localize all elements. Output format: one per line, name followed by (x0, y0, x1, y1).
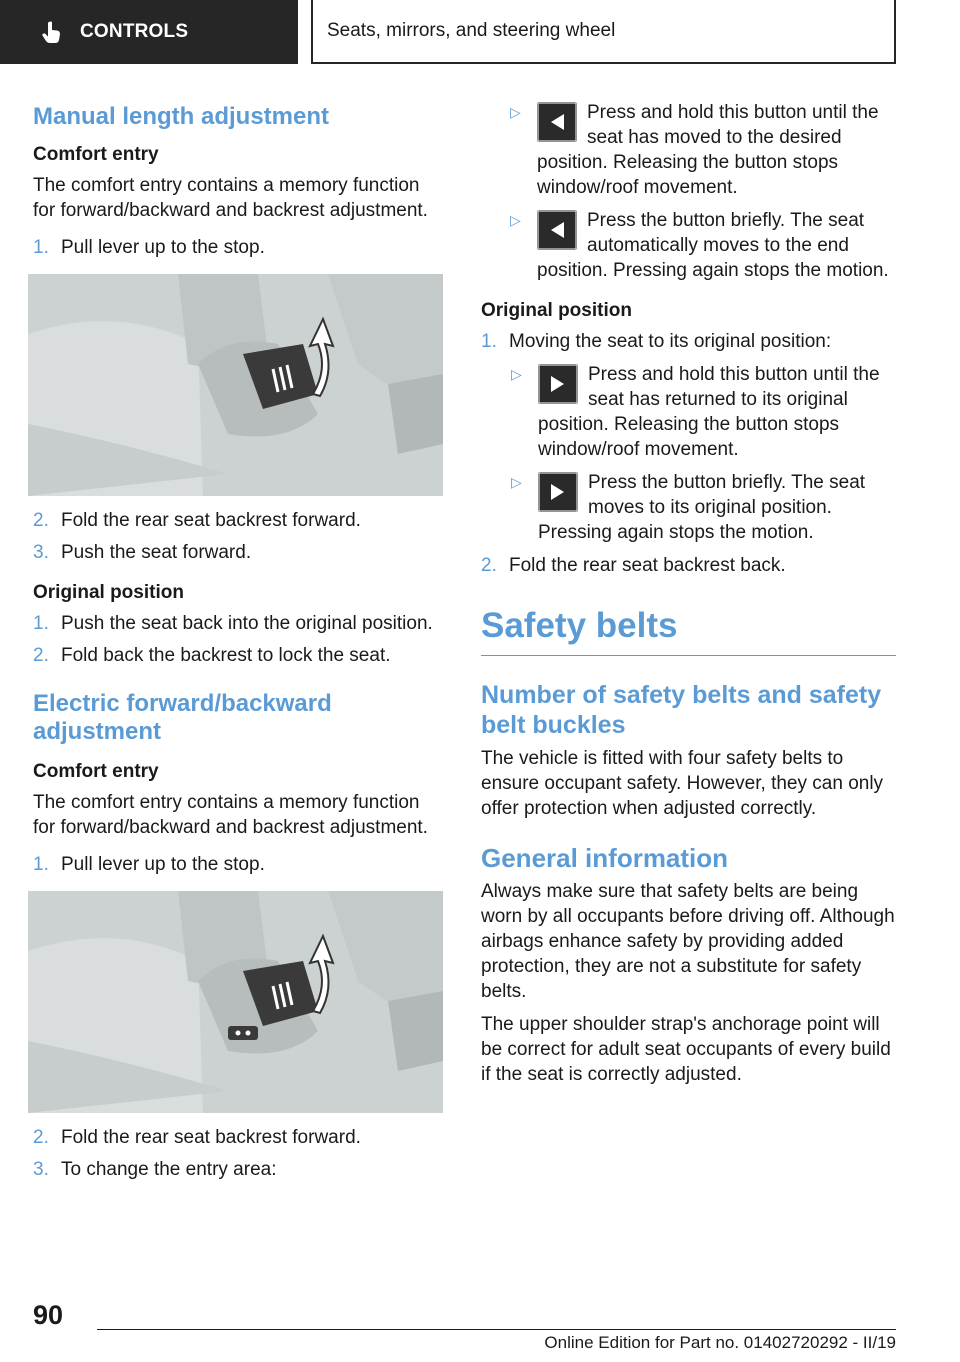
bullet-item (480, 100, 896, 200)
step-text: Fold the rear seat backrest forward. (61, 510, 361, 531)
triangle-bullet-icon: ▷ (510, 212, 521, 228)
triangle-bullet-icon: ▷ (511, 366, 522, 382)
step-item (33, 852, 443, 877)
step-number: 2. (33, 645, 49, 666)
step-list-c (33, 611, 443, 668)
header-title: Seats, mirrors, and steering wheel (327, 20, 616, 41)
bullet-text: Press and hold this button until the seat has moved to the desired position. Releasing the button stops window/roof movement. (537, 102, 879, 198)
step-number: 3. (33, 542, 49, 563)
bullet-item (480, 208, 896, 283)
subheading-original-position-right: Original position (481, 300, 632, 321)
bullet-list-a (480, 100, 896, 283)
right-column (481, 100, 896, 1087)
seat-lever-photo-1 (28, 274, 443, 496)
step-item (33, 1157, 443, 1182)
header-title-box (311, 0, 896, 64)
step-item (33, 235, 443, 260)
step-text: Push the seat forward. (61, 542, 252, 563)
subheading-original-position: Original position (33, 582, 184, 603)
seat-lever-photo-2 (28, 891, 443, 1113)
step-item (33, 611, 443, 636)
subheading-comfort-entry-2: Comfort entry (33, 761, 159, 782)
step-text: Push the seat back into the original position. (61, 613, 433, 634)
heading-general-information: General information (481, 843, 729, 873)
subheading-comfort-entry: Comfort entry (33, 144, 159, 165)
left-column (33, 100, 443, 1182)
step-number: 2. (33, 1127, 49, 1148)
heading-number-of-belts: Number of safety belts and safety belt buckles (481, 681, 882, 739)
step-number: 1. (33, 613, 49, 634)
step-item (33, 540, 443, 565)
step-text: To change the entry area: (61, 1159, 277, 1180)
arrow-left-icon (537, 102, 577, 142)
step-text: Fold back the backrest to lock the seat. (61, 645, 391, 666)
arrow-right-icon (538, 364, 578, 404)
bullet-text: Press the button briefly. The seat automatically moves to the end position. Pressing again stops the motion. (537, 210, 889, 281)
paragraph-comfort-entry-2: The comfort entry contains a memory function for forward/backward and backrest adjustment. (33, 792, 428, 838)
heading-rule (481, 655, 896, 656)
bullet-item (481, 470, 896, 545)
bullet-list-b (481, 362, 896, 545)
hand-pointer-icon (40, 20, 64, 44)
step-number: 2. (481, 555, 497, 576)
footer-rule (97, 1329, 896, 1330)
step-item (481, 553, 896, 578)
step-item (33, 643, 443, 668)
bullet-item (481, 362, 896, 462)
step-number: 1. (33, 854, 49, 875)
step-item (33, 508, 443, 533)
step-text: Pull lever up to the stop. (61, 237, 265, 258)
arrow-left-icon (537, 210, 577, 250)
step-list-a (33, 235, 443, 260)
paragraph-general-1: Always make sure that safety belts are being worn by all occupants before driving off. Although airbags enhance safety by providing added protection, they are not a substitute for safety belts. (481, 881, 895, 1002)
paragraph-comfort-entry: The comfort entry contains a memory function for forward/backward and backrest adjustment. (33, 175, 428, 221)
step-text: Fold the rear seat backrest forward. (61, 1127, 361, 1148)
paragraph-general-2: The upper shoulder strap's anchorage point will be correct for adult seat occupants of every build if the seat is correctly adjusted. (481, 1014, 891, 1085)
step-item (481, 329, 896, 354)
page-number: 90 (33, 1300, 64, 1330)
triangle-bullet-icon: ▷ (510, 104, 521, 120)
step-text: Pull lever up to the stop. (61, 854, 265, 875)
step-number: 2. (33, 510, 49, 531)
step-list-d (33, 852, 443, 877)
heading-electric-adjustment: Electric forward/backward adjustment (33, 690, 332, 745)
triangle-bullet-icon: ▷ (511, 474, 522, 490)
bullet-text: Press and hold this button until the seat has returned to its original position. Releasing the button stops window/roof movement. (538, 364, 880, 460)
paragraph-number-of-belts: The vehicle is fitted with four safety belts to ensure occupant safety. However, they can only offer protection when adjusted correctly. (481, 748, 884, 819)
header-section-label: CONTROLS (80, 21, 189, 42)
footer-edition: Online Edition for Part no. 01402720292 - II/19 (544, 1333, 896, 1352)
arrow-right-icon (538, 472, 578, 512)
step-number: 1. (33, 237, 49, 258)
step-text: Fold the rear seat backrest back. (509, 555, 786, 576)
step-text: Moving the seat to its original position: (509, 331, 832, 352)
header-section-tab (0, 0, 298, 64)
heading-safety-belts: Safety belts (481, 606, 678, 645)
step-number: 3. (33, 1159, 49, 1180)
step-item (33, 1125, 443, 1150)
heading-manual-length: Manual length adjustment (33, 103, 330, 130)
step-list-e (33, 1125, 443, 1182)
step-list-b (33, 508, 443, 565)
bullet-text: Press the button briefly. The seat moves to its original position. Pressing again stops the motion. (538, 472, 866, 543)
step-number: 1. (481, 331, 497, 352)
